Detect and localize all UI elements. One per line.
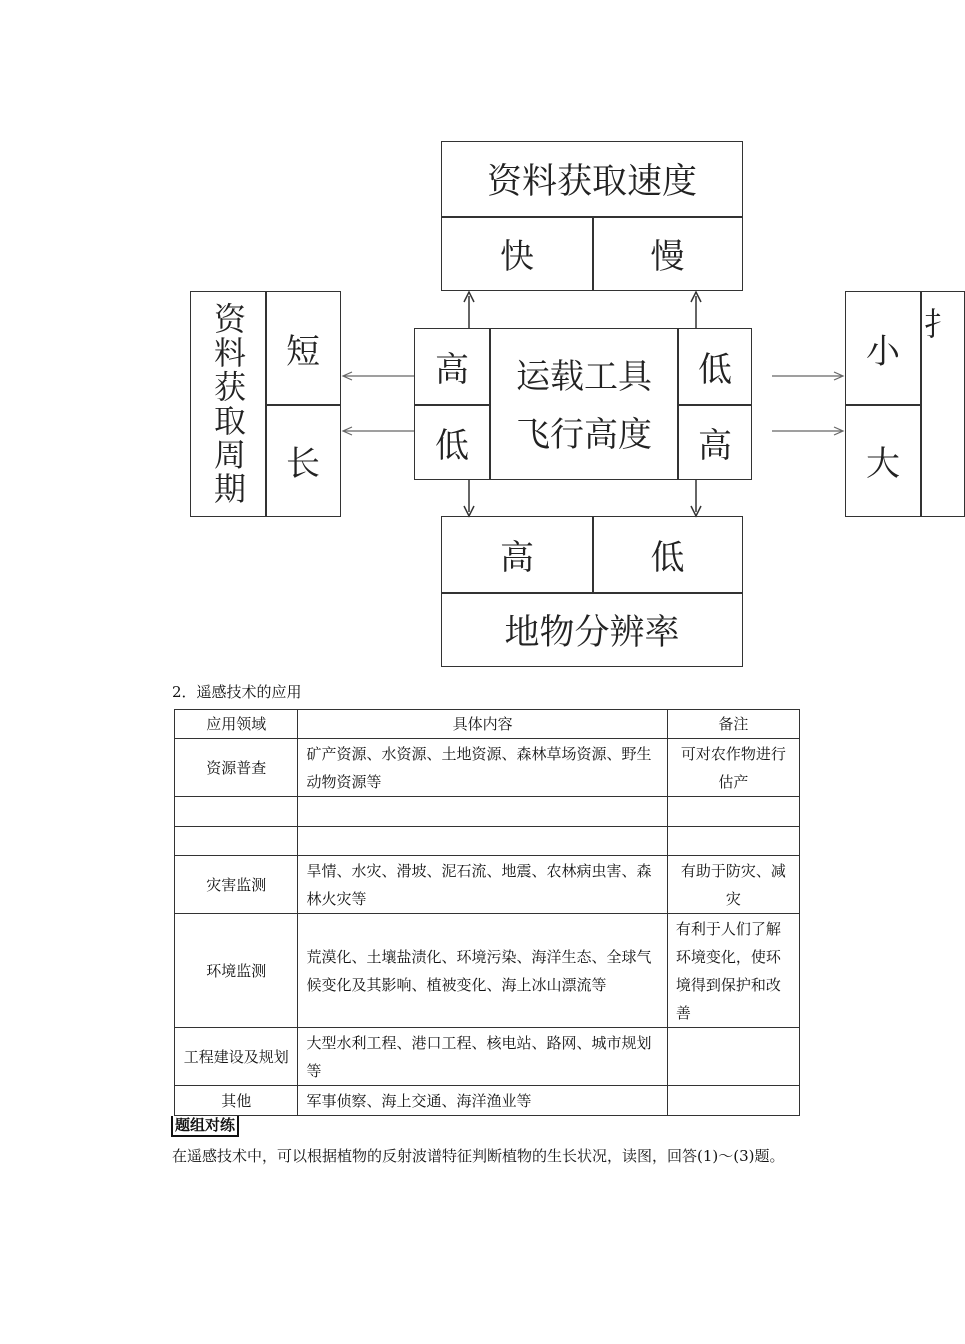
left-short: 短 (286, 331, 320, 372)
cell-note: 有助于防灾、减灾 (667, 856, 799, 914)
cell-field (175, 797, 298, 827)
cell-note: 可对农作物进行估产 (667, 739, 799, 797)
center-left-high: 高 (435, 350, 469, 390)
table-row (175, 1028, 800, 1086)
cell-field: 资源普查 (175, 739, 298, 797)
cell-field: 灾害监测 (175, 856, 298, 914)
header-note: 备注 (667, 710, 799, 739)
diagram-arrows (0, 0, 950, 680)
table-row (175, 914, 800, 1028)
section-heading: 2．遥感技术的应用 (172, 683, 302, 701)
cell-note (667, 827, 799, 856)
cell-content: 矿产资源、水资源、土地资源、森林草场资源、野生动物资源等 (298, 739, 667, 797)
cell-field: 工程建设及规划 (175, 1028, 298, 1086)
exercise-text: 在遥感技术中，可以根据植物的反射波谱特征判断植物的生长状况，读图，回答(1)～(3)题。 (172, 1147, 785, 1165)
cell-note (667, 1028, 799, 1086)
center-title-2: 飞行高度 (516, 414, 652, 455)
bottom-low: 低 (650, 538, 685, 578)
cell-content: 荒漠化、土壤盐渍化、环境污染、海洋生态、全球气候变化及其影响、植被变化、海上冰山漂流等 (298, 914, 667, 1028)
cell-content (298, 797, 667, 827)
cell-content: 军事侦察、海上交通、海洋渔业等 (298, 1086, 667, 1116)
table-header-row (175, 710, 800, 739)
cell-content: 大型水利工程、港口工程、核电站、路网、城市规划等 (298, 1028, 667, 1086)
right-title-partial: 扌 (924, 305, 957, 343)
table-row (175, 1086, 800, 1116)
center-left-low: 低 (435, 425, 469, 466)
top-title: 资料获取速度 (486, 162, 697, 202)
table-row (175, 827, 800, 856)
header-field: 应用领域 (175, 710, 298, 739)
top-slow: 慢 (650, 237, 685, 277)
cell-content (298, 827, 667, 856)
right-small: 小 (866, 331, 900, 372)
cell-note (667, 1086, 799, 1116)
cell-field: 其他 (175, 1086, 298, 1116)
table-row (175, 739, 800, 797)
center-title-1: 运载工具 (516, 356, 652, 397)
top-fast: 快 (500, 237, 534, 277)
left-long: 长 (286, 444, 320, 484)
exercise-tag: 题组对练 (171, 1116, 239, 1137)
cell-field (175, 827, 298, 856)
bottom-high: 高 (500, 538, 534, 578)
center-right-high: 高 (698, 425, 732, 466)
table-row (175, 856, 800, 914)
cell-field: 环境监测 (175, 914, 298, 1028)
bottom-title: 地物分辨率 (504, 612, 680, 653)
cell-note (667, 797, 799, 827)
cell-content: 旱情、水灾、滑坡、泥石流、地震、农林病虫害、森林火灾等 (298, 856, 667, 914)
center-right-low: 低 (698, 350, 732, 390)
cell-note: 有利于人们了解环境变化，使环境得到保护和改善 (667, 914, 799, 1028)
header-content: 具体内容 (298, 710, 667, 739)
left-title: 资料获取周期 (209, 302, 247, 506)
applications-table (174, 709, 800, 1116)
right-large: 大 (866, 444, 900, 484)
table-row (175, 797, 800, 827)
